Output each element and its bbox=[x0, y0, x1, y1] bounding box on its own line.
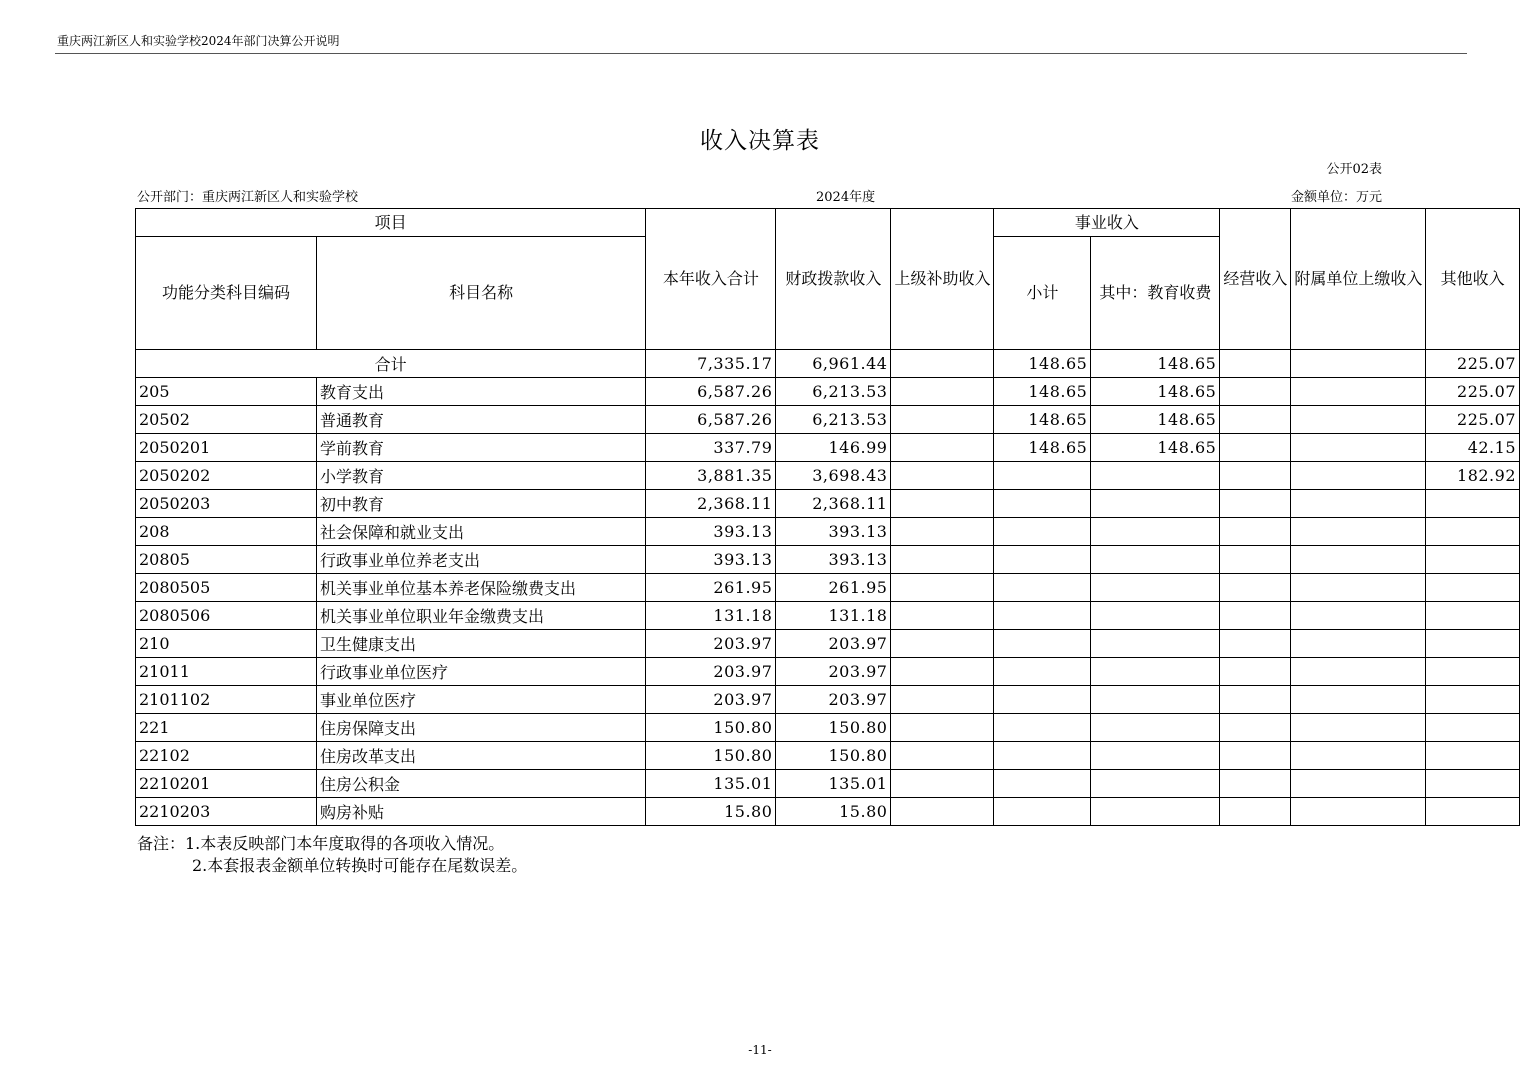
subject-name-cell: 社会保障和就业支出 bbox=[317, 518, 646, 546]
subject-code-cell: 20805 bbox=[136, 546, 317, 574]
total-income-cell: 2,368.11 bbox=[646, 490, 776, 518]
header-education-fee: 其中：教育收费 bbox=[1091, 237, 1220, 350]
affiliated-cell bbox=[1291, 798, 1426, 826]
subject-code-cell: 2050201 bbox=[136, 434, 317, 462]
table-row bbox=[136, 574, 1520, 602]
affiliated-cell bbox=[1291, 518, 1426, 546]
subtotal-cell: 148.65 bbox=[994, 434, 1091, 462]
other-income-cell: 225.07 bbox=[1426, 378, 1520, 406]
total-edu-fee-cell: 148.65 bbox=[1091, 350, 1220, 378]
education-fee-cell: 148.65 bbox=[1091, 434, 1220, 462]
subject-code-cell: 20502 bbox=[136, 406, 317, 434]
other-income-cell bbox=[1426, 770, 1520, 798]
table-row bbox=[136, 798, 1520, 826]
subject-code-cell: 210 bbox=[136, 630, 317, 658]
education-fee-cell bbox=[1091, 630, 1220, 658]
subject-name-cell: 机关事业单位基本养老保险缴费支出 bbox=[317, 574, 646, 602]
affiliated-cell bbox=[1291, 770, 1426, 798]
subject-name-cell: 普通教育 bbox=[317, 406, 646, 434]
total-label: 合计 bbox=[136, 350, 646, 378]
education-fee-cell bbox=[1091, 518, 1220, 546]
document-title: 收入决算表 bbox=[700, 128, 820, 154]
fiscal-cell: 150.80 bbox=[776, 742, 891, 770]
affiliated-cell bbox=[1291, 434, 1426, 462]
total-income-cell: 150.80 bbox=[646, 742, 776, 770]
total-other-cell: 225.07 bbox=[1426, 350, 1520, 378]
header-superior-subsidy: 上级补助收入 bbox=[891, 209, 994, 350]
operating-cell bbox=[1220, 434, 1291, 462]
superior-subsidy-cell bbox=[891, 378, 994, 406]
subtotal-cell bbox=[994, 574, 1091, 602]
affiliated-cell bbox=[1291, 574, 1426, 602]
header-business-income: 事业收入 bbox=[994, 209, 1220, 237]
total-income-cell: 337.79 bbox=[646, 434, 776, 462]
subtotal-cell bbox=[994, 518, 1091, 546]
fiscal-cell: 3,698.43 bbox=[776, 462, 891, 490]
subject-name-cell: 卫生健康支出 bbox=[317, 630, 646, 658]
subject-code-cell: 2210201 bbox=[136, 770, 317, 798]
fiscal-cell: 393.13 bbox=[776, 518, 891, 546]
fiscal-cell: 203.97 bbox=[776, 630, 891, 658]
affiliated-cell bbox=[1291, 378, 1426, 406]
fiscal-cell: 131.18 bbox=[776, 602, 891, 630]
total-row bbox=[136, 350, 1520, 378]
superior-subsidy-cell bbox=[891, 518, 994, 546]
subtotal-cell bbox=[994, 658, 1091, 686]
affiliated-cell bbox=[1291, 406, 1426, 434]
affiliated-cell bbox=[1291, 742, 1426, 770]
total-income-cell: 150.80 bbox=[646, 714, 776, 742]
education-fee-cell bbox=[1091, 462, 1220, 490]
table-row bbox=[136, 462, 1520, 490]
operating-cell bbox=[1220, 714, 1291, 742]
total-income-cell: 203.97 bbox=[646, 658, 776, 686]
education-fee-cell bbox=[1091, 770, 1220, 798]
subject-name-cell: 购房补贴 bbox=[317, 798, 646, 826]
superior-subsidy-cell bbox=[891, 714, 994, 742]
total-income-cell: 261.95 bbox=[646, 574, 776, 602]
education-fee-cell bbox=[1091, 742, 1220, 770]
education-fee-cell: 148.65 bbox=[1091, 378, 1220, 406]
superior-subsidy-cell bbox=[891, 798, 994, 826]
total-income-cell: 6,587.26 bbox=[646, 378, 776, 406]
table-row bbox=[136, 714, 1520, 742]
subject-code-cell: 2080506 bbox=[136, 602, 317, 630]
education-fee-cell bbox=[1091, 546, 1220, 574]
superior-subsidy-cell bbox=[891, 434, 994, 462]
subject-name-cell: 住房保障支出 bbox=[317, 714, 646, 742]
other-income-cell bbox=[1426, 742, 1520, 770]
table-row bbox=[136, 630, 1520, 658]
subject-name-cell: 行政事业单位养老支出 bbox=[317, 546, 646, 574]
affiliated-cell bbox=[1291, 546, 1426, 574]
header-other-income: 其他收入 bbox=[1426, 209, 1520, 350]
other-income-cell: 225.07 bbox=[1426, 406, 1520, 434]
fiscal-cell: 150.80 bbox=[776, 714, 891, 742]
subject-code-cell: 208 bbox=[136, 518, 317, 546]
operating-cell bbox=[1220, 574, 1291, 602]
fiscal-cell: 2,368.11 bbox=[776, 490, 891, 518]
other-income-cell: 42.15 bbox=[1426, 434, 1520, 462]
subject-code-cell: 21011 bbox=[136, 658, 317, 686]
other-income-cell bbox=[1426, 798, 1520, 826]
total-income-cell: 393.13 bbox=[646, 546, 776, 574]
fiscal-cell: 6,213.53 bbox=[776, 406, 891, 434]
header-operating-income: 经营收入 bbox=[1220, 209, 1291, 350]
subtotal-cell bbox=[994, 602, 1091, 630]
notes bbox=[137, 833, 527, 877]
superior-subsidy-cell bbox=[891, 490, 994, 518]
department-label: 公开部门：重庆两江新区人和实验学校 bbox=[137, 190, 359, 205]
subtotal-cell bbox=[994, 798, 1091, 826]
subtotal-cell bbox=[994, 630, 1091, 658]
header-affiliated-income: 附属单位上缴收入 bbox=[1291, 209, 1426, 350]
subject-name-cell: 教育支出 bbox=[317, 378, 646, 406]
table-row bbox=[136, 546, 1520, 574]
subject-name-cell: 行政事业单位医疗 bbox=[317, 658, 646, 686]
operating-cell bbox=[1220, 658, 1291, 686]
unit-label: 金额单位：万元 bbox=[1290, 190, 1382, 205]
total-income-cell: 7,335.17 bbox=[646, 350, 776, 378]
subject-code-cell: 2101102 bbox=[136, 686, 317, 714]
header-function-code: 功能分类科目编码 bbox=[136, 237, 317, 350]
total-income-cell: 3,881.35 bbox=[646, 462, 776, 490]
income-final-accounts-table bbox=[135, 208, 1520, 826]
fiscal-cell: 135.01 bbox=[776, 770, 891, 798]
page-number: -11- bbox=[748, 1043, 772, 1057]
operating-cell bbox=[1220, 378, 1291, 406]
header-rule bbox=[55, 53, 1467, 54]
fiscal-cell: 15.80 bbox=[776, 798, 891, 826]
operating-cell bbox=[1220, 490, 1291, 518]
education-fee-cell bbox=[1091, 574, 1220, 602]
other-income-cell bbox=[1426, 490, 1520, 518]
operating-cell bbox=[1220, 770, 1291, 798]
subtotal-cell: 148.65 bbox=[994, 378, 1091, 406]
table-row bbox=[136, 490, 1520, 518]
subtotal-cell: 148.65 bbox=[994, 406, 1091, 434]
header-subtotal: 小计 bbox=[994, 237, 1091, 350]
other-income-cell bbox=[1426, 602, 1520, 630]
operating-cell bbox=[1220, 602, 1291, 630]
total-affiliated-cell bbox=[1291, 350, 1426, 378]
affiliated-cell bbox=[1291, 658, 1426, 686]
table-row bbox=[136, 602, 1520, 630]
other-income-cell bbox=[1426, 658, 1520, 686]
subject-name-cell: 住房改革支出 bbox=[317, 742, 646, 770]
affiliated-cell bbox=[1291, 686, 1426, 714]
education-fee-cell bbox=[1091, 686, 1220, 714]
other-income-cell bbox=[1426, 686, 1520, 714]
total-subtotal-cell: 148.65 bbox=[994, 350, 1091, 378]
total-income-cell: 203.97 bbox=[646, 630, 776, 658]
total-income-cell: 131.18 bbox=[646, 602, 776, 630]
subject-code-cell: 2080505 bbox=[136, 574, 317, 602]
subject-name-cell: 事业单位医疗 bbox=[317, 686, 646, 714]
total-income-cell: 135.01 bbox=[646, 770, 776, 798]
education-fee-cell bbox=[1091, 602, 1220, 630]
operating-cell bbox=[1220, 630, 1291, 658]
operating-cell bbox=[1220, 798, 1291, 826]
other-income-cell bbox=[1426, 518, 1520, 546]
subtotal-cell bbox=[994, 686, 1091, 714]
superior-subsidy-cell bbox=[891, 742, 994, 770]
subtotal-cell bbox=[994, 462, 1091, 490]
header-subject-name: 科目名称 bbox=[317, 237, 646, 350]
table-row bbox=[136, 434, 1520, 462]
form-code: 公开02表 bbox=[1326, 162, 1382, 177]
operating-cell bbox=[1220, 518, 1291, 546]
subject-code-cell: 2210203 bbox=[136, 798, 317, 826]
fiscal-cell: 261.95 bbox=[776, 574, 891, 602]
operating-cell bbox=[1220, 462, 1291, 490]
table-row bbox=[136, 686, 1520, 714]
subject-name-cell: 住房公积金 bbox=[317, 770, 646, 798]
operating-cell bbox=[1220, 546, 1291, 574]
subject-code-cell: 22102 bbox=[136, 742, 317, 770]
education-fee-cell bbox=[1091, 714, 1220, 742]
subject-name-cell: 小学教育 bbox=[317, 462, 646, 490]
total-income-cell: 6,587.26 bbox=[646, 406, 776, 434]
total-income-cell: 15.80 bbox=[646, 798, 776, 826]
education-fee-cell bbox=[1091, 490, 1220, 518]
superior-subsidy-cell bbox=[891, 770, 994, 798]
operating-cell bbox=[1220, 742, 1291, 770]
superior-subsidy-cell bbox=[891, 406, 994, 434]
total-income-cell: 393.13 bbox=[646, 518, 776, 546]
subject-code-cell: 2050202 bbox=[136, 462, 317, 490]
education-fee-cell bbox=[1091, 658, 1220, 686]
subtotal-cell bbox=[994, 546, 1091, 574]
running-header: 重庆两江新区人和实验学校2024年部门决算公开说明 bbox=[57, 34, 340, 48]
subtotal-cell bbox=[994, 714, 1091, 742]
header-fiscal-appropriation: 财政拨款收入 bbox=[776, 209, 891, 350]
affiliated-cell bbox=[1291, 714, 1426, 742]
table-row bbox=[136, 518, 1520, 546]
fiscal-cell: 203.97 bbox=[776, 686, 891, 714]
affiliated-cell bbox=[1291, 462, 1426, 490]
other-income-cell: 182.92 bbox=[1426, 462, 1520, 490]
affiliated-cell bbox=[1291, 630, 1426, 658]
total-fiscal-cell: 6,961.44 bbox=[776, 350, 891, 378]
table-row bbox=[136, 742, 1520, 770]
subtotal-cell bbox=[994, 490, 1091, 518]
superior-subsidy-cell bbox=[891, 546, 994, 574]
fiscal-cell: 6,213.53 bbox=[776, 378, 891, 406]
other-income-cell bbox=[1426, 574, 1520, 602]
total-operating-cell bbox=[1220, 350, 1291, 378]
header-project: 项目 bbox=[136, 209, 646, 237]
subject-name-cell: 初中教育 bbox=[317, 490, 646, 518]
total-income-cell: 203.97 bbox=[646, 686, 776, 714]
affiliated-cell bbox=[1291, 602, 1426, 630]
subject-name-cell: 学前教育 bbox=[317, 434, 646, 462]
other-income-cell bbox=[1426, 714, 1520, 742]
fiscal-cell: 393.13 bbox=[776, 546, 891, 574]
fiscal-cell: 203.97 bbox=[776, 658, 891, 686]
education-fee-cell bbox=[1091, 798, 1220, 826]
table-row bbox=[136, 658, 1520, 686]
fiscal-cell: 146.99 bbox=[776, 434, 891, 462]
superior-subsidy-cell bbox=[891, 462, 994, 490]
note-line-2: 2.本套报表金额单位转换时可能存在尾数误差。 bbox=[192, 856, 528, 875]
education-fee-cell: 148.65 bbox=[1091, 406, 1220, 434]
subject-name-cell: 机关事业单位职业年金缴费支出 bbox=[317, 602, 646, 630]
fiscal-year-label: 2024年度 bbox=[816, 190, 876, 205]
operating-cell bbox=[1220, 686, 1291, 714]
header-total-income: 本年收入合计 bbox=[646, 209, 776, 350]
subtotal-cell bbox=[994, 742, 1091, 770]
superior-subsidy-cell bbox=[891, 658, 994, 686]
superior-subsidy-cell bbox=[891, 574, 994, 602]
other-income-cell bbox=[1426, 546, 1520, 574]
table-row bbox=[136, 406, 1520, 434]
other-income-cell bbox=[1426, 630, 1520, 658]
table-row bbox=[136, 770, 1520, 798]
subject-code-cell: 205 bbox=[136, 378, 317, 406]
superior-subsidy-cell bbox=[891, 630, 994, 658]
superior-subsidy-cell bbox=[891, 686, 994, 714]
superior-subsidy-cell bbox=[891, 602, 994, 630]
note-line-1: 备注：1.本表反映部门本年度取得的各项收入情况。 bbox=[137, 834, 505, 853]
table-row bbox=[136, 378, 1520, 406]
operating-cell bbox=[1220, 406, 1291, 434]
total-superior-cell bbox=[891, 350, 994, 378]
subject-code-cell: 2050203 bbox=[136, 490, 317, 518]
subject-code-cell: 221 bbox=[136, 714, 317, 742]
subtotal-cell bbox=[994, 770, 1091, 798]
affiliated-cell bbox=[1291, 490, 1426, 518]
